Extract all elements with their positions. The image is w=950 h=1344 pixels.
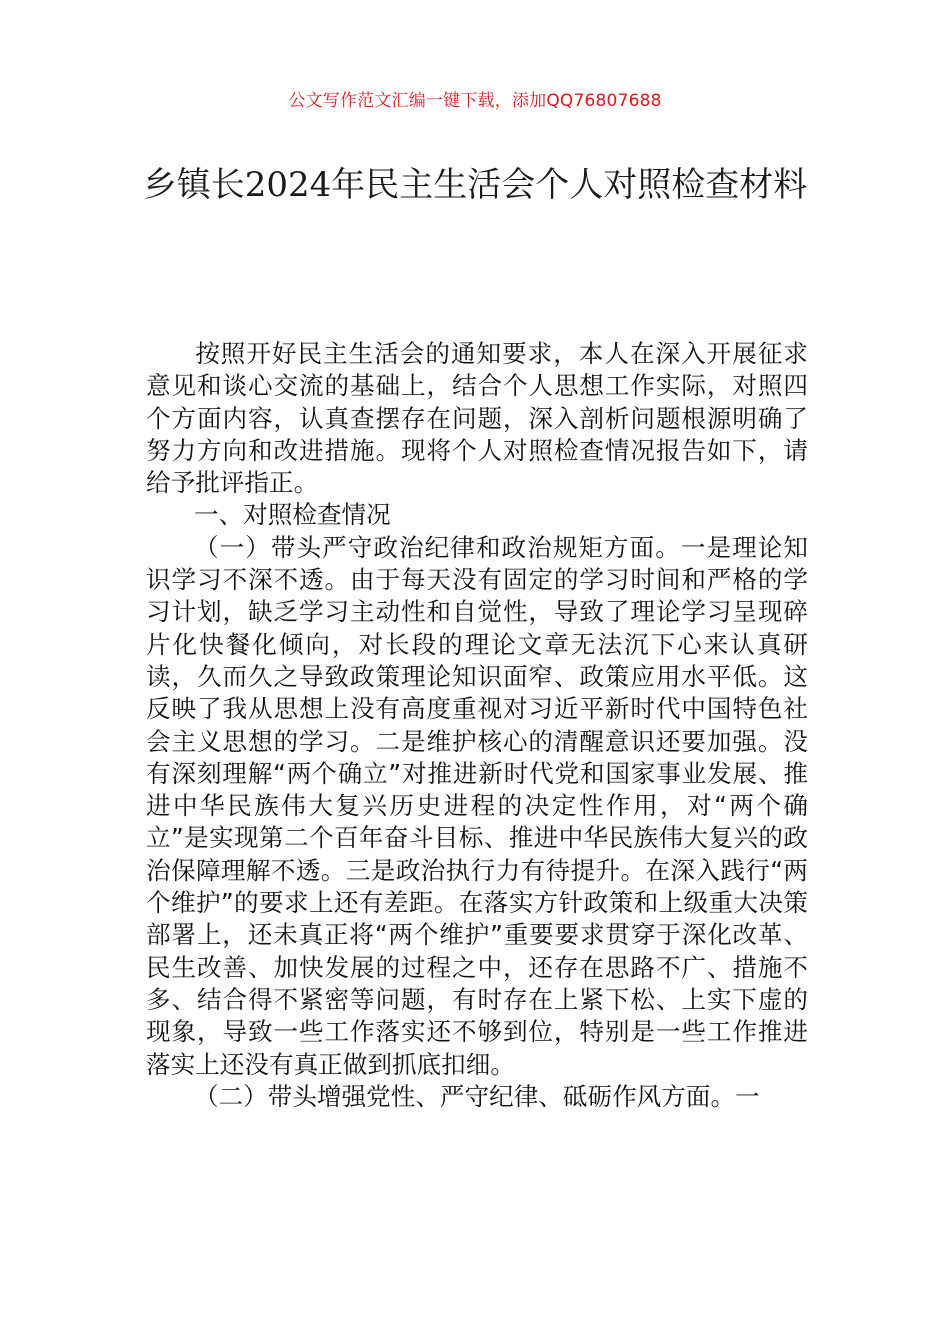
page-title: 乡镇长2024年民主生活会个人对照检查材料 (142, 165, 808, 205)
document-body (146, 338, 808, 1113)
body-paragraph: （一）带头严守政治纪律和政治规矩方面。一是理论知识学习不深不透。由于每天没有固定的学习时间和严格的学习计划，缺乏学习主动性和自觉性，导致了理论学习呈现碎片化快餐化倾向，对长段的理论文章无法沉下心来认真研读，久而久之导致政策理论知识面窄、政策应用水平低。这反映了我从思想上没有高度重视对习近平新时代中国特色社会主义思想的学习。二是维护核心的清醒意识还要加强。没有深刻理解“两个确立”对推进新时代党和国家事业发展、推进中华民族伟大复兴历史进程的决定性作用，对“两个确立”是实现第二个百年奋斗目标、推进中华民族伟大复兴的政治保障理解不透。三是政治执行力有待提升。在深入践行“两个维护”的要求上还有差距。在落实方针政策和上级重大决策部署上，还未真正将“两个维护”重要要求贯穿于深化改革、民生改善、加快发展的过程之中，还存在思路不广、措施不多、结合得不紧密等问题，有时存在上紧下松、上实下虚的现象，导致一些工作落实还不够到位，特别是一些工作推进落实上还没有真正做到抓底扣细。 (146, 532, 808, 1079)
body-paragraph: （二）带头增强党性、严守纪律、砥砺作风方面。一 (193, 1081, 760, 1111)
download-banner: 公文写作范文汇编一键下载，添加QQ76807688 (288, 91, 662, 111)
section-heading: 一、对照检查情况 (193, 500, 391, 530)
intro-paragraph: 按照开好民主生活会的通知要求，本人在深入开展征求意见和谈心交流的基础上，结合个人思想工作实际，对照四个方面内容，认真查摆存在问题，深入剖析问题根源明确了努力方向和改进措施。现将个人对照检查情况报告如下，请给予批评指正。 (146, 339, 808, 498)
